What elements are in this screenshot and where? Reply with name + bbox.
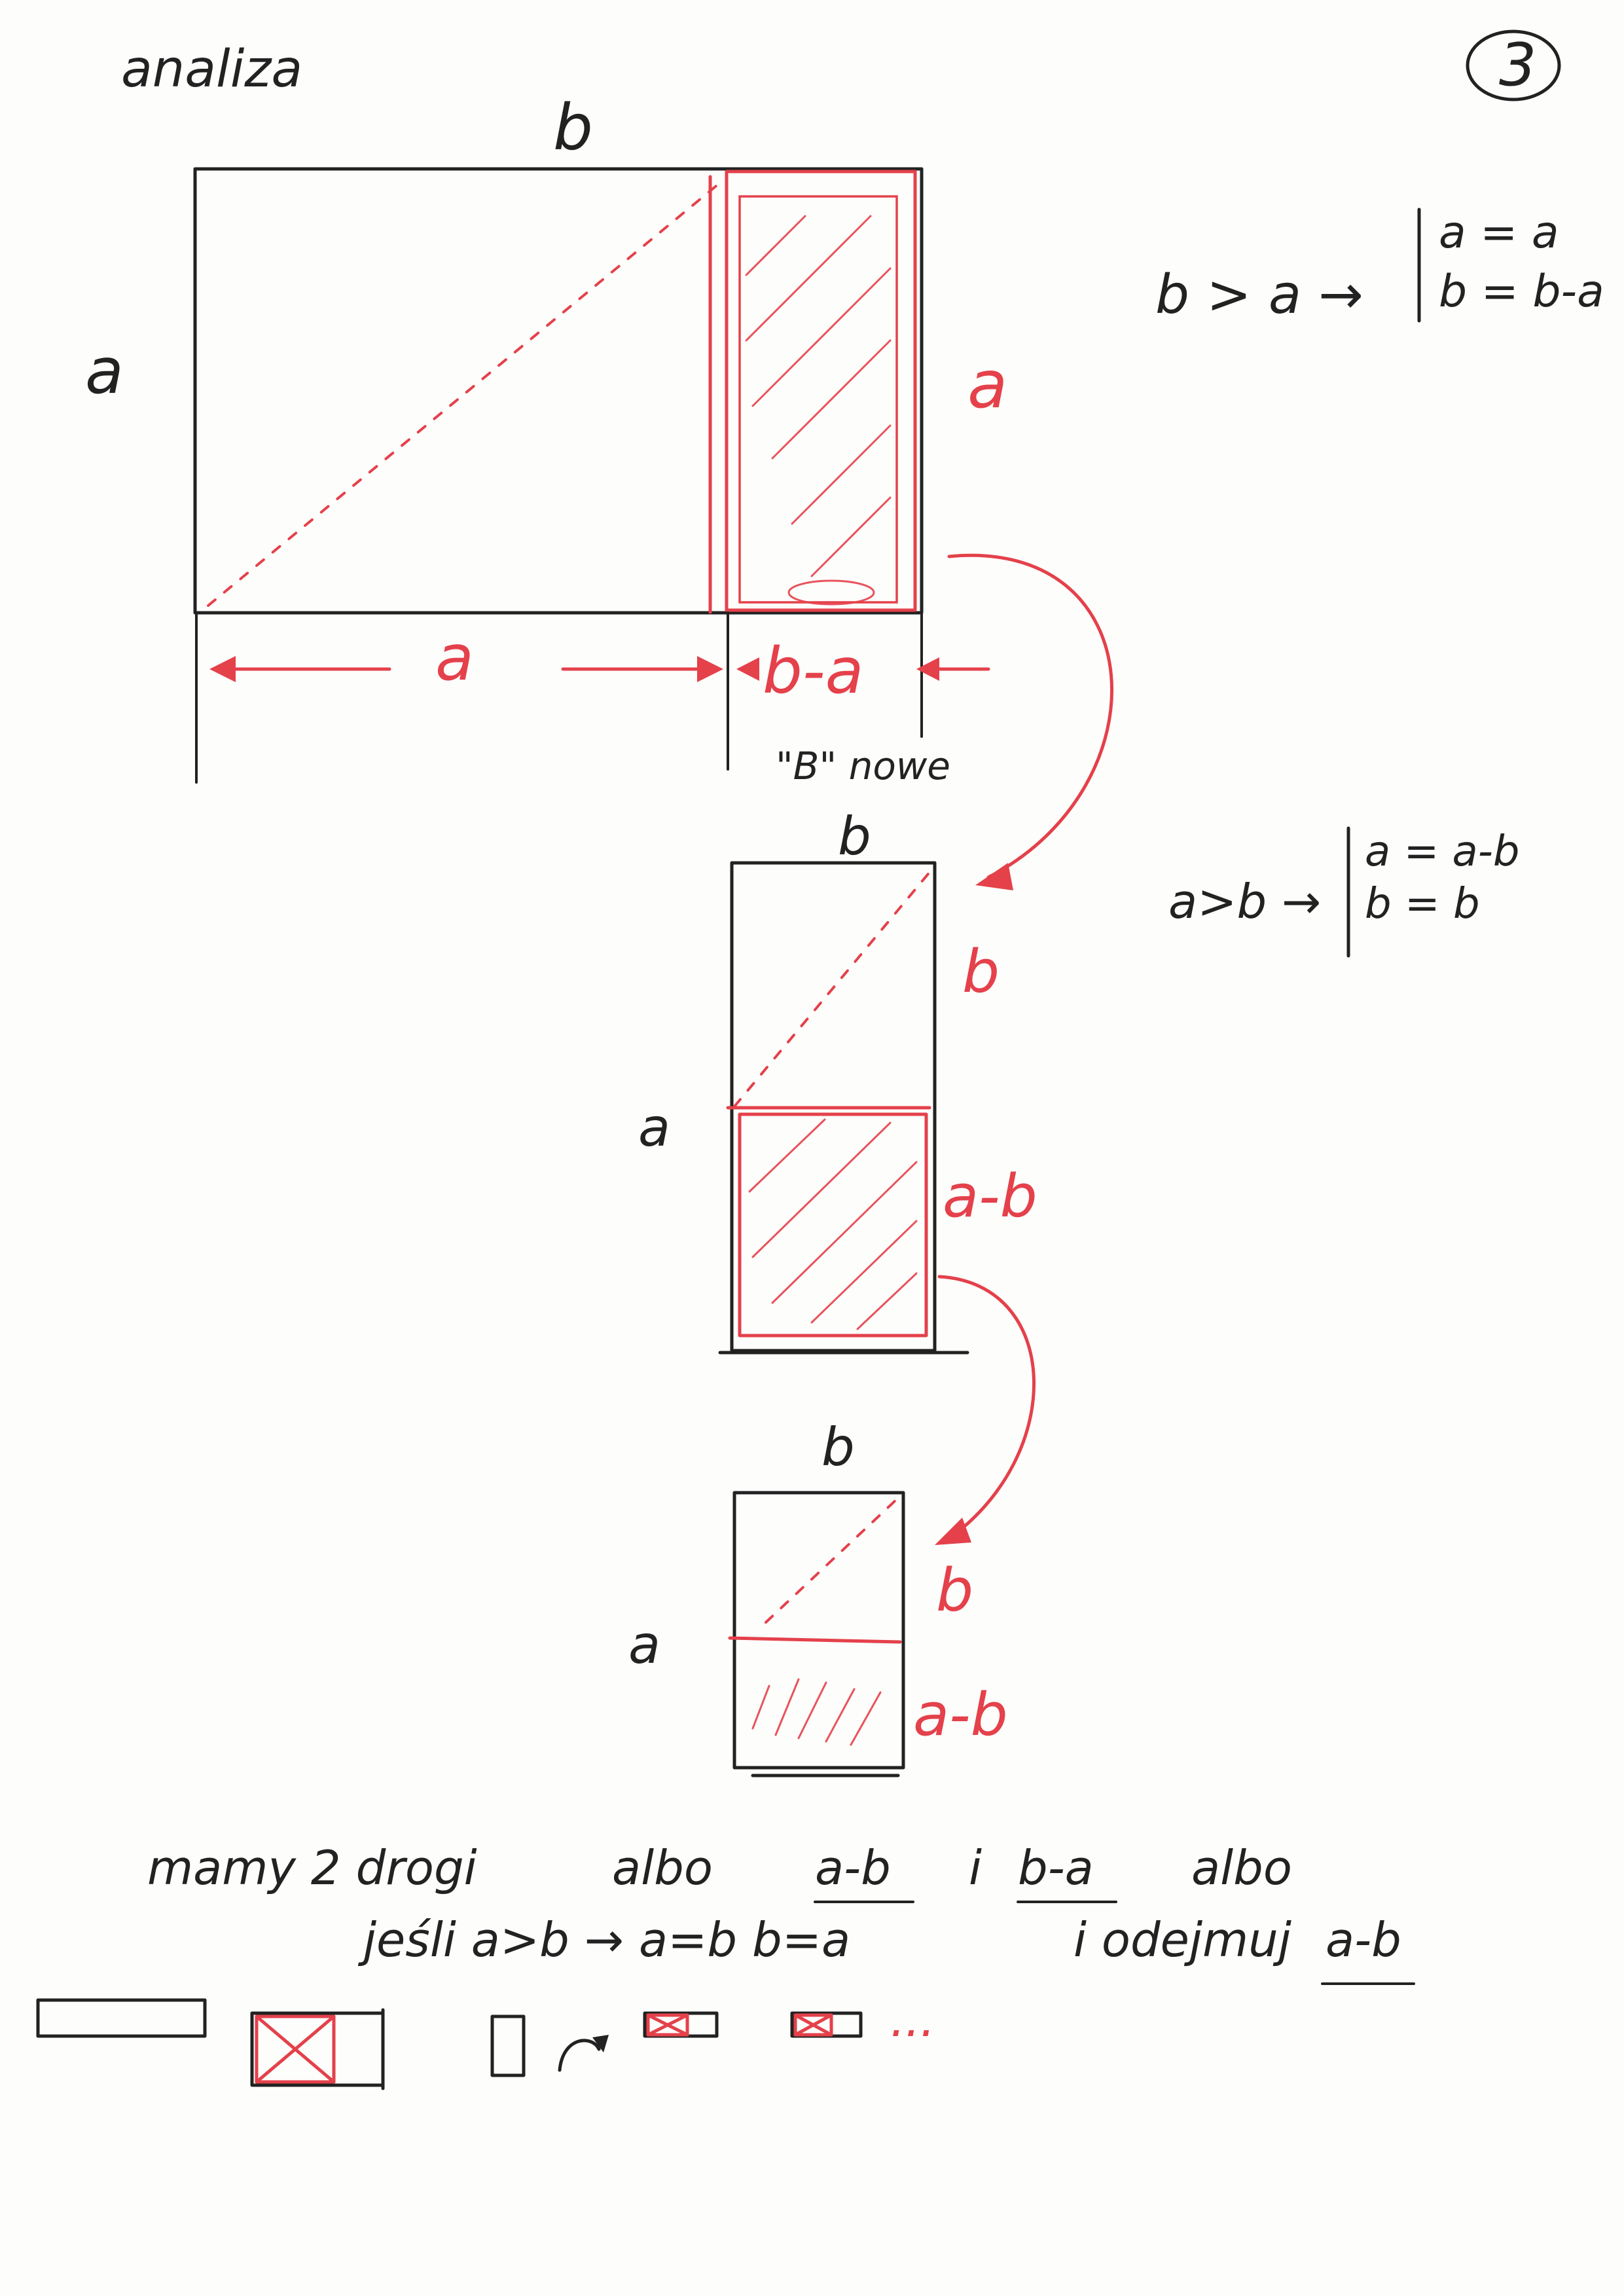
sketch-small-crossed-1 [645, 2013, 717, 2036]
summary-line1-prefix: mamy 2 drogi [147, 1840, 477, 1895]
arrow-diagram1-to-diagram2 [949, 555, 1112, 890]
sketch-wide-rectangle [38, 2000, 205, 2036]
diagram1-label-left: a [85, 335, 124, 408]
summary-line1-a-minus-b: a-b [815, 1840, 891, 1895]
arrow-diagram2-to-diagram3 [935, 1277, 1034, 1545]
diagram-3 [628, 1417, 1008, 1776]
diagram2-label-right-top: b [962, 938, 1000, 1006]
diagram2-hatching [749, 1120, 916, 1329]
rule2-line1: a = a-b [1365, 828, 1520, 876]
diagram3-label-right-top: b [936, 1556, 974, 1625]
diagram1-label-right: a [967, 346, 1008, 423]
diagram1-measure-b-minus-a [736, 634, 988, 708]
diagram1-label-top: b [553, 91, 593, 164]
rule1-line1: a = a [1439, 207, 1559, 259]
sketch-ellipsis: ... [890, 1992, 935, 2047]
summary-line1-or: albo [612, 1840, 713, 1895]
sketch-rotate-icon [560, 2035, 609, 2070]
rule-a-greater-b [1168, 828, 1519, 956]
diagram1-measure-a-label: a [435, 621, 474, 695]
diagram-2 [638, 806, 1038, 1353]
rule1-condition: b > a → [1155, 264, 1363, 326]
summary-line2-suffix: i odejmuj [1074, 1912, 1291, 1967]
summary-line2-a-minus-b: a-b [1326, 1912, 1401, 1967]
rule2-line2: b = b [1365, 880, 1480, 928]
sketch-tall-rectangle [492, 2016, 524, 2075]
diagram1-hatching [746, 216, 890, 604]
page-number-badge [1468, 31, 1559, 100]
diagram3-outer-rectangle [734, 1493, 903, 1768]
summary-line1-b-minus-a: b-a [1018, 1840, 1094, 1895]
page-title: analiza [121, 40, 303, 99]
summary-line1-and: i [969, 1840, 983, 1895]
diagram-1 [85, 91, 1007, 788]
diagram2-label-right-bottom: a-b [943, 1162, 1038, 1231]
summary [147, 1840, 1414, 1984]
summary-line1-or2: albo [1191, 1840, 1292, 1895]
diagram2-diagonal [734, 871, 931, 1106]
diagram3-split-line [730, 1638, 900, 1642]
diagram1-new-b-note: "B" nowe [776, 744, 950, 788]
diagram1-measure-a [209, 621, 723, 695]
diagram3-label-left: a [628, 1614, 661, 1675]
diagram3-hatching [753, 1679, 880, 1745]
diagram3-diagonal [766, 1499, 897, 1622]
diagram1-diagonal [208, 180, 723, 606]
sketch-crossed-square [252, 2010, 383, 2088]
summary-line2-prefix: jeśli a>b → a=b b=a [363, 1912, 851, 1967]
diagram1-remainder-strip [727, 172, 915, 610]
sketch-small-crossed-2 [792, 2013, 861, 2036]
diagram3-label-right-bottom: a-b [913, 1681, 1008, 1749]
sketch-row [38, 1992, 935, 2088]
rule1-line2: b = b-a [1439, 266, 1604, 318]
rule-b-greater-a [1155, 207, 1604, 326]
rule2-condition: a>b → [1168, 874, 1322, 929]
diagram1-outer-rectangle [195, 169, 922, 613]
diagram2-label-left: a [638, 1097, 671, 1158]
diagram3-label-top: b [821, 1417, 855, 1478]
diagram1-measure-b-minus-a-label: b-a [763, 634, 864, 708]
page-number: 3 [1499, 31, 1537, 100]
diagram2-label-top: b [838, 806, 871, 867]
